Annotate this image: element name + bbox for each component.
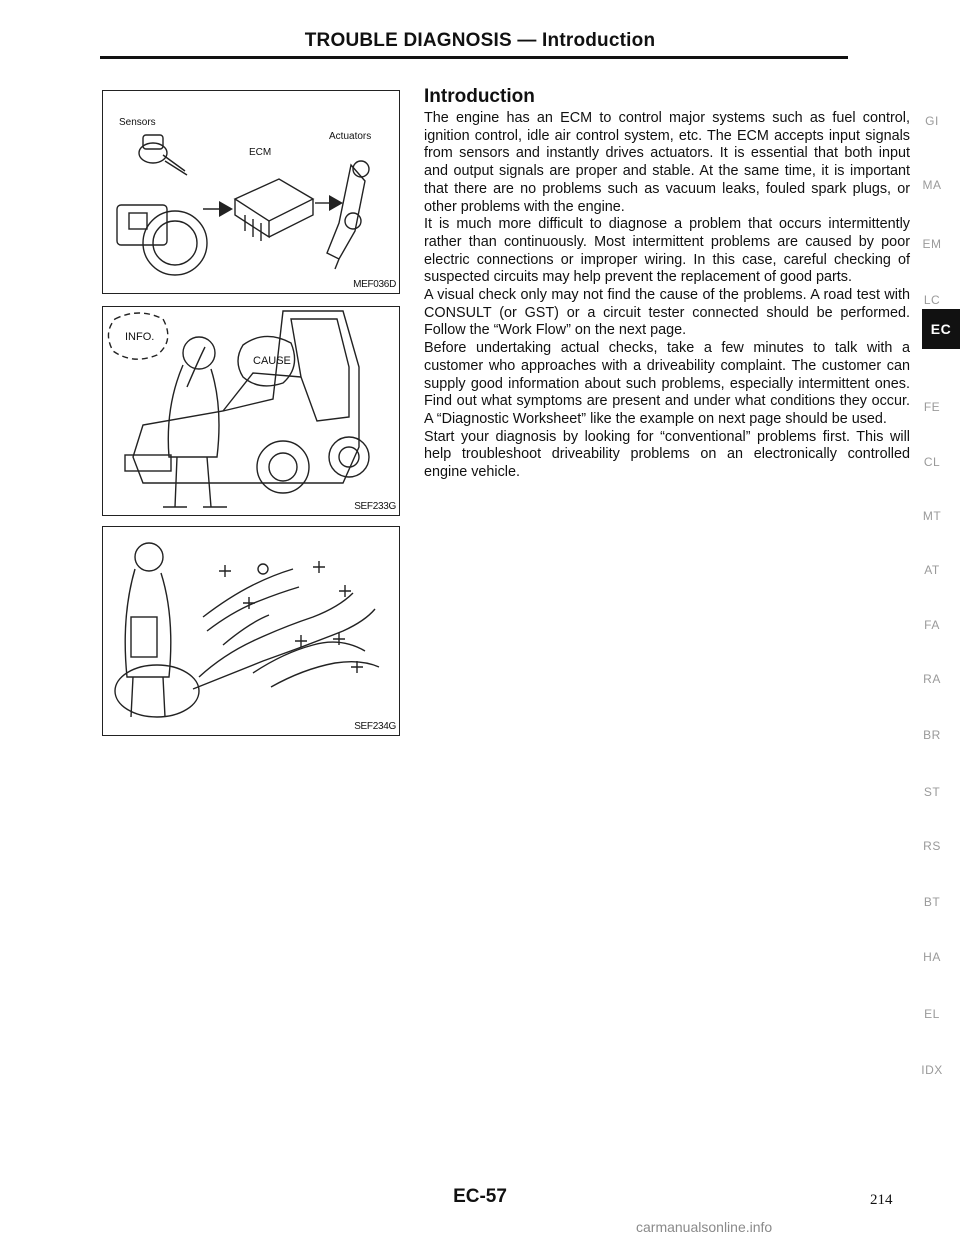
paragraph: A visual check only may not find the cause of the problems. A road test with CONSULT (or GST) or a circuit tester connected should be performed. Follow the “Work Flow” on the next page.: [424, 287, 910, 339]
page-header-title: TROUBLE DIAGNOSIS — Introduction: [304, 30, 656, 51]
section-tab-idx[interactable]: IDX: [921, 1063, 943, 1077]
figure-inspection: [102, 306, 400, 516]
figure-wiring: [102, 526, 400, 736]
section-tab-at[interactable]: AT: [924, 563, 940, 577]
section-tab-br[interactable]: BR: [923, 728, 941, 742]
cause-label: CAUSE: [253, 355, 291, 367]
actuators-label: Actuators: [329, 131, 372, 142]
section-tab-ec[interactable]: EC: [922, 309, 960, 349]
section-tab-rs[interactable]: RS: [923, 839, 941, 853]
figure-code: SEF234G: [354, 721, 396, 732]
figure-code: MEF036D: [353, 279, 396, 290]
paragraph: It is much more difficult to diagnose a problem that occurs intermittently rather than continuously. Most intermittent problems are caused by poor electric connections or improper wiring. In this case, careful checking of suspected circuits may help prevent the replacement of good parts.: [424, 216, 910, 286]
section-tab-fa[interactable]: FA: [924, 618, 940, 632]
section-tab-ra[interactable]: RA: [923, 672, 941, 686]
paragraph: The engine has an ECM to control major systems such as fuel control, ignition control, idle air control system, etc. The ECM accepts input signals from sensors and instantly drives actuators. It is essential that both input and output signals are proper and stable. At the same time, it is important that there are no problems such as vacuum leaks, fouled spark plugs, or other problems with the engine.: [424, 110, 910, 215]
section-tab-ha[interactable]: HA: [923, 950, 941, 964]
page-number: 214: [870, 1192, 893, 1208]
section-tab-gi[interactable]: GI: [925, 114, 939, 128]
sensors-label: Sensors: [119, 117, 156, 128]
section-tab-ma[interactable]: MA: [922, 178, 942, 192]
section-tab-em[interactable]: EM: [922, 237, 942, 251]
page-code: EC-57: [453, 1186, 507, 1207]
section-tab-lc[interactable]: LC: [923, 293, 941, 307]
section-tab-fe[interactable]: FE: [923, 400, 941, 414]
wiring-maze-illustration: [103, 527, 399, 735]
watermark-text: carmanualsonline.info: [636, 1219, 773, 1235]
section-tab-bt[interactable]: BT: [923, 895, 941, 909]
section-title: Introduction: [424, 86, 535, 107]
figure-ecm-system: [102, 90, 400, 294]
info-label: INFO.: [125, 331, 155, 343]
ecm-label: ECM: [249, 147, 272, 158]
section-tab-st[interactable]: ST: [923, 785, 941, 799]
paragraph: Before undertaking actual checks, take a few minutes to talk with a customer who approaches with a driveability complaint. The customer can supply good information about such problems, especially intermittent ones. Find out what symptoms are present and under what conditions they occur. A “Diagnostic Worksheet” like the example on next page should be used.: [424, 340, 910, 427]
section-tab-cl[interactable]: CL: [923, 455, 941, 469]
header-rule: [100, 56, 848, 59]
body-text: [424, 110, 910, 482]
paragraph: Start your diagnosis by looking for “conventional” problems first. This will help troubleshoot driveability problems on an electronically controlled engine vehicle.: [424, 428, 910, 481]
figure-code: SEF233G: [354, 501, 396, 512]
section-tab-mt[interactable]: MT: [922, 509, 942, 523]
section-tab-el[interactable]: EL: [924, 1007, 940, 1021]
